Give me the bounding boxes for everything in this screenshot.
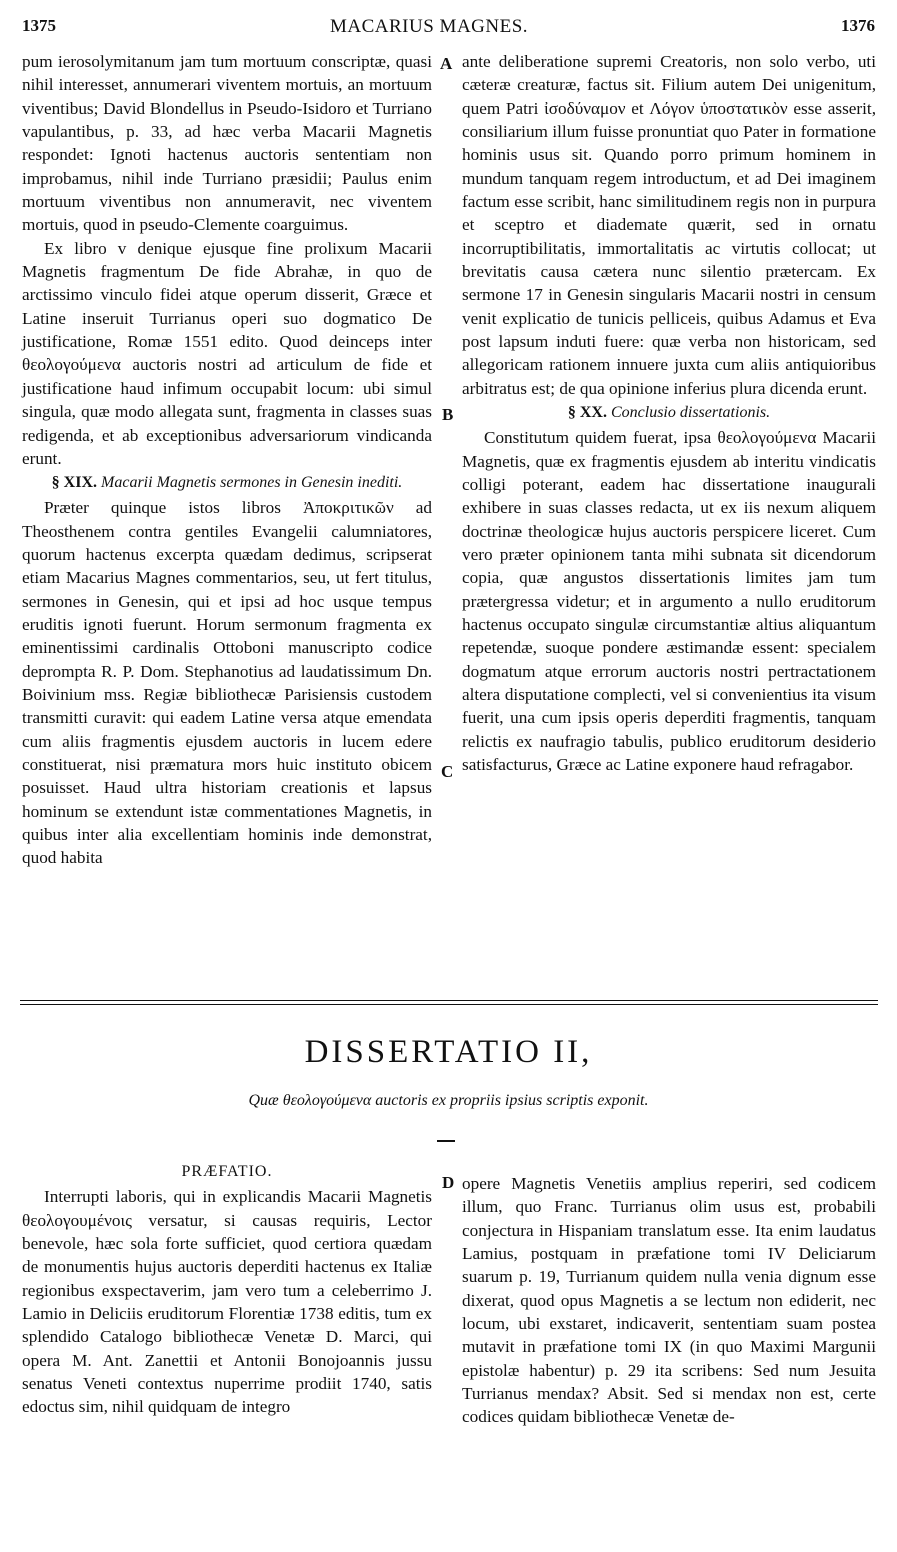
running-title: MACARIUS MAGNES.	[330, 16, 529, 37]
page-number-right: 1376	[841, 16, 875, 35]
section-heading-20	[462, 403, 876, 422]
section-rule	[20, 1000, 878, 1001]
margin-marker-b: B	[442, 405, 454, 424]
paragraph: opere Magnetis Venetiis amplius reperiri, sed codicem illum, quo Franc. Turrianus olim usus est, probabili conjectura in Hispaniam translatum esse. Ita enim laudatus Lamius, postquam in præfatione tomi IV Deliciarum suarum p. 19, Turrianum quidem nulla venia dignum esse dixerat, quod opus Magnetis a se lectum non ediderit, nec locum, ubi exstaret, indicaverit, sententiam suam postea mutavit in præfatione tomi IX (in quo Maximi Margunii epistolæ habentur) p. 29 ita scribens: Sed num Jesuita Turrianus mendax? Absit. Sed si mendax non est, certe codices quidam bibliothecæ Venetæ de-	[462, 1174, 876, 1427]
dissertation-subtitle: Quæ θεολογούμενα auctoris ex propriis ipsius scriptis exponit.	[248, 1092, 649, 1109]
short-dash	[437, 1140, 455, 1142]
top-left-column	[22, 50, 432, 870]
running-header	[0, 2, 897, 36]
paragraph: ante deliberatione supremi Creatoris, non solo verbo, uti cæteræ creaturæ, factus sit. Filium autem Dei unigenitum, quem Patri ἰσοδύναμον et Λόγον ὑποστατικὸν esse asserit, consiliarium illum fuisse pronuntiat quo Pater in formatione hominis usus sit. Quando porro primum hominem in mundum tanquam regem introductum, et ad Dei imaginem factum esse scribit, hanc similitudinem regis non in purpura et sceptro et diademate quærit, sed in ornatu incorruptibilitatis, immortalitatis ac virtutis collocat; ut brevitatis causa cætera nunc silentio prætercam. Ex sermone 17 in Genesin singularis Macarii nostri in censum venit explicatio de tunicis pelliceis, quibus Adamus et Eva post lapsum induti fuere: quæ verba non historicam, sed allegoricam rationem innuere juxta cum aliis antiquioribus arbitratus est; de qua opinione inferius plura dicenda erunt.	[462, 52, 876, 398]
top-right-column	[462, 50, 876, 776]
section-heading-19	[22, 473, 432, 492]
paragraph: pum ierosolymitanum jam tum mortuum conscriptæ, quasi nihil interesset, annumerari viventem mortuis, an mortuum viventibus; David Blondellus in Pseudo-Isidoro et Turriano vapulantibus, p. 33, ad hæc verba Macarii Magnetis respondet: Ignoti hactenus auctoris sententiam non improbamus, nihil inde Turriano præsidii; Paulus enim mortuum viventibus non annumeravit, nec viventem mortuis, quod in pseudo-Clemente coarguimus.	[22, 52, 432, 235]
paragraph: Præter quinque istos libros Ἀποκριτικῶν ad Theosthenem contra gentiles Evangelii calumniatores, quorum hactenus excerpta quædam dedimus, scripserat etiam Macarius Magnes commentarios, seu, ut fert titulus, sermones in Genesin, qui et ipsi ad hoc usque tempus eruditis ignoti fuerunt. Horum sermonum fragmenta ex eminentissimi cardinalis Ottoboni manuscripto codice deprompta R. P. Dom. Stephanotius ad laudatissimum Dn. Boivinium mss. Regiæ bibliothecæ Parisiensis custodem transmitti curavit: qui eadem Latine versa atque emendata cum aliis fragmentis ejusdem auctoris in lucem edere constituerat, nisi præmatura mors huic instituto obicem posuisset. Haud ultra historiam creationis et lapsus hominum se extendunt istæ commentationes Magnetis, in quibus inter alia excellentiam hominis inde demonstrat, quod habita	[22, 498, 432, 868]
section-rule	[20, 1004, 878, 1005]
margin-marker-c: C	[441, 762, 454, 781]
paragraph: Constitutum quidem fuerat, ipsa θεολογούμενα Macarii Magnetis, quæ ex fragmentis ejusdem ab interitu vindicatis colligi poterant, eadem hac dissertatione inaugurali exhibere in suas classes redacta, ut ex iis nexum aliquem doctrinæ theologicæ hujus auctoris perspicere liceret. Cum vero præter opinionem tanta mihi subnata sit dicendorum copia, quæ angustos dissertationis limites jam tum prætergressa videtur; et in argumento a nullo eruditorum hactenus occupato singulæ circumstantiæ altius aliquantum repetendæ, suoque pondere æstimandæ essent: specialem dogmatum atque errorum auctoris nostri pertractationem altera disputatione complecti, vel si convenientius ita visum fuerit, una cum ipsis operis deperditi fragmentis, tanquam relictis ex naufragio tabulis, publico eruditorum desiderio satisfacturus, Græce ac Latine exponere haud refragabor.	[462, 428, 876, 774]
margin-marker-d: D	[442, 1173, 455, 1192]
section-number: § XIX.	[51, 474, 98, 492]
margin-marker-a: A	[440, 54, 453, 73]
section-number: § XX.	[567, 404, 607, 422]
paragraph: Interrupti laboris, qui in explicandis Macarii Magnetis θεολογουμένοις versatur, si causas requiris, Lector benevole, hæc sola forte sufficiet, quod certiora quædam de monumentis hujus auctoris deperditi hactenus ex Italiæ regionibus exspectaverim, jam vero tum a celeberrimo J. Lamio in Deliciis eruditorum Florentiæ 1738 editis, tum ex splendido Catalogo bibliothecæ Venetæ D. Marci, qui opera M. Ant. Zanettii et Antonii Bonojoannis jussu senatus Veneti contextus nuperrime prodiit 1740, satis edoctus sim, nihil quidquam de integro	[22, 1187, 432, 1417]
bottom-left-column	[22, 1160, 432, 1419]
page-number-left: 1375	[22, 16, 56, 35]
section-title: Conclusio dissertationis.	[610, 404, 771, 422]
bottom-right-column	[462, 1172, 876, 1429]
dissertation-title: DISSERTATIO II,	[304, 1034, 593, 1070]
preface-heading: PRÆFATIO.	[181, 1163, 273, 1180]
paragraph: Ex libro v denique ejusque fine prolixum Macarii Magnetis fragmentum De fide Abrahæ, in quo de arctissimo vinculo fidei atque operum disserit, Græce et Latine inseruit Turrianus operi suo dogmatico De justificatione, Romæ 1551 edito. Quod deinceps inter θεολογούμενα auctoris nostri ad articulum de fide et justificatione haud infimum occupabit locum: ubi simul singula, quæ modo allegata sunt, fragmenta in classes suas redigenda, et ab exceptionibus adversariorum vindicanda erunt.	[22, 238, 432, 468]
section-title: Macarii Magnetis sermones in Genesin inediti.	[101, 474, 403, 492]
